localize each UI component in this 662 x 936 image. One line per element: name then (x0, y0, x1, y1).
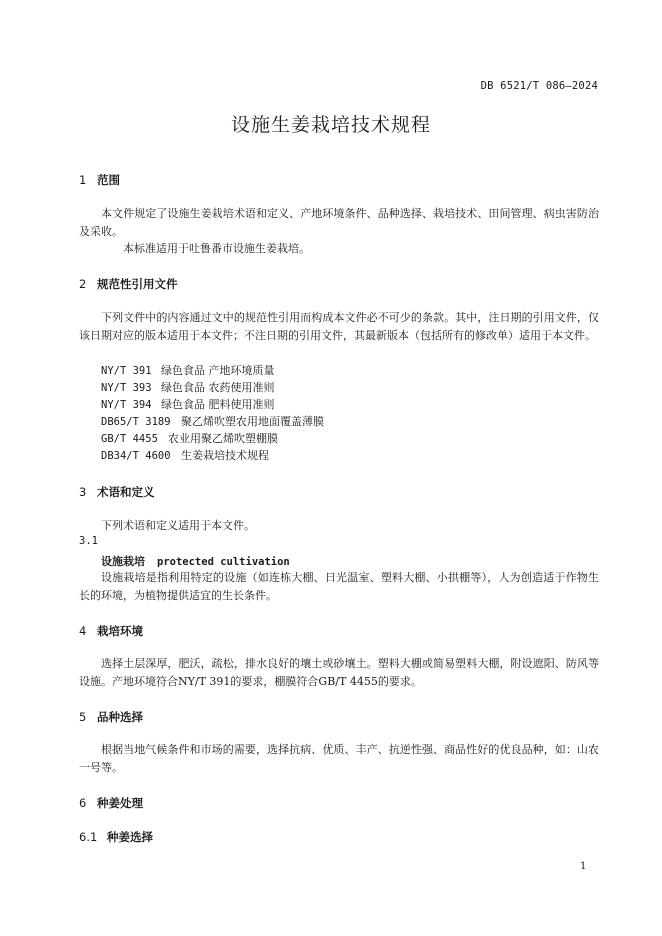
section-1-heading (79, 172, 120, 188)
section-1-paragraph-2: 本标准适用于吐鲁番市设施生姜栽培。 (123, 242, 310, 255)
term-entry (101, 553, 290, 569)
page-title: 设施生姜栽培技术规程 (230, 114, 431, 136)
reference-name: 农业用聚乙烯吹塑棚膜 (168, 432, 278, 445)
section-number: 4 (79, 624, 87, 638)
reference-code: DB65/T 3189 (101, 416, 171, 428)
term-chinese: 设施栽培 (101, 555, 145, 568)
reference-item (101, 447, 269, 463)
section-number: 3 (79, 485, 87, 499)
reference-item (101, 430, 278, 446)
reference-code: GB/T 4455 (101, 433, 158, 445)
section-3-intro: 下列术语和定义适用于本文件。 (101, 519, 255, 532)
section-number: 6 (79, 796, 87, 810)
reference-item (101, 396, 275, 412)
section-2-heading (79, 276, 178, 292)
reference-name: 绿色食品 产地环境质量 (161, 364, 275, 377)
section-title: 规范性引用文件 (97, 277, 178, 291)
reference-name: 绿色食品 肥料使用准则 (161, 398, 275, 411)
term-definition: 设施栽培是指利用特定的设施（如连栋大棚、日光温室、塑料大棚、小拱棚等），人为创造适于作物生长的环境，为植物提供适宜的生长条件。 (79, 571, 599, 602)
document-code: DB 6521/T 086—2024 (480, 80, 598, 92)
reference-item (101, 379, 275, 395)
section-title: 范围 (97, 173, 120, 187)
section-3-heading (79, 484, 155, 500)
section-4-paragraph: 选择土层深厚，肥沃，疏松，排水良好的壤土或砂壤土。塑料大棚或简易塑料大棚，附设遮阳、防风等设施。产地环境符合NY/T 391的要求，棚膜符合GB/T 4455的要求。 (79, 657, 599, 688)
term-english: protected cultivation (157, 556, 290, 568)
reference-item (101, 362, 275, 378)
subsection-number: 3.1 (79, 535, 98, 547)
reference-item (101, 413, 324, 429)
reference-name: 聚乙烯吹塑农用地面覆盖薄膜 (181, 415, 324, 428)
section-number: 5 (79, 710, 87, 724)
section-number: 2 (79, 277, 87, 291)
section-title: 种姜处理 (97, 796, 143, 810)
section-5-heading (79, 709, 143, 725)
reference-code: NY/T 391 (101, 365, 152, 377)
reference-name: 绿色食品 农药使用准则 (161, 381, 275, 394)
page-number: 1 (580, 861, 587, 872)
subsection-number: 6.1 (79, 830, 98, 844)
section-title: 术语和定义 (97, 485, 155, 499)
section-5-paragraph: 根据当地气候条件和市场的需要，选择抗病、优质、丰产、抗逆性强、商品性好的优良品种，如：山农一号等。 (79, 743, 599, 774)
section-title: 栽培环境 (97, 624, 143, 638)
section-number: 1 (79, 173, 87, 187)
reference-code: NY/T 394 (101, 399, 152, 411)
section-title: 品种选择 (97, 710, 143, 724)
section-4-heading (79, 623, 143, 639)
section-2-intro: 下列文件中的内容通过文中的规范性引用而构成本文件必不可少的条款。其中，注日期的引用文件，仅该日期对应的版本适用于本文件；不注日期的引用文件，其最新版本（包括所有的修改单）适用于本文件。 (79, 311, 599, 342)
section-6-heading (79, 795, 143, 811)
section-1-paragraph-1: 本文件规定了设施生姜栽培术语和定义、产地环境条件、品种选择、栽培技术、田间管理、病虫害防治及采收。 (79, 207, 599, 238)
reference-code: DB34/T 4600 (101, 450, 171, 462)
reference-name: 生姜栽培技术规程 (181, 449, 269, 462)
subsection-6-1-heading (79, 829, 153, 845)
subsection-title: 种姜选择 (107, 830, 153, 844)
reference-code: NY/T 393 (101, 382, 152, 394)
